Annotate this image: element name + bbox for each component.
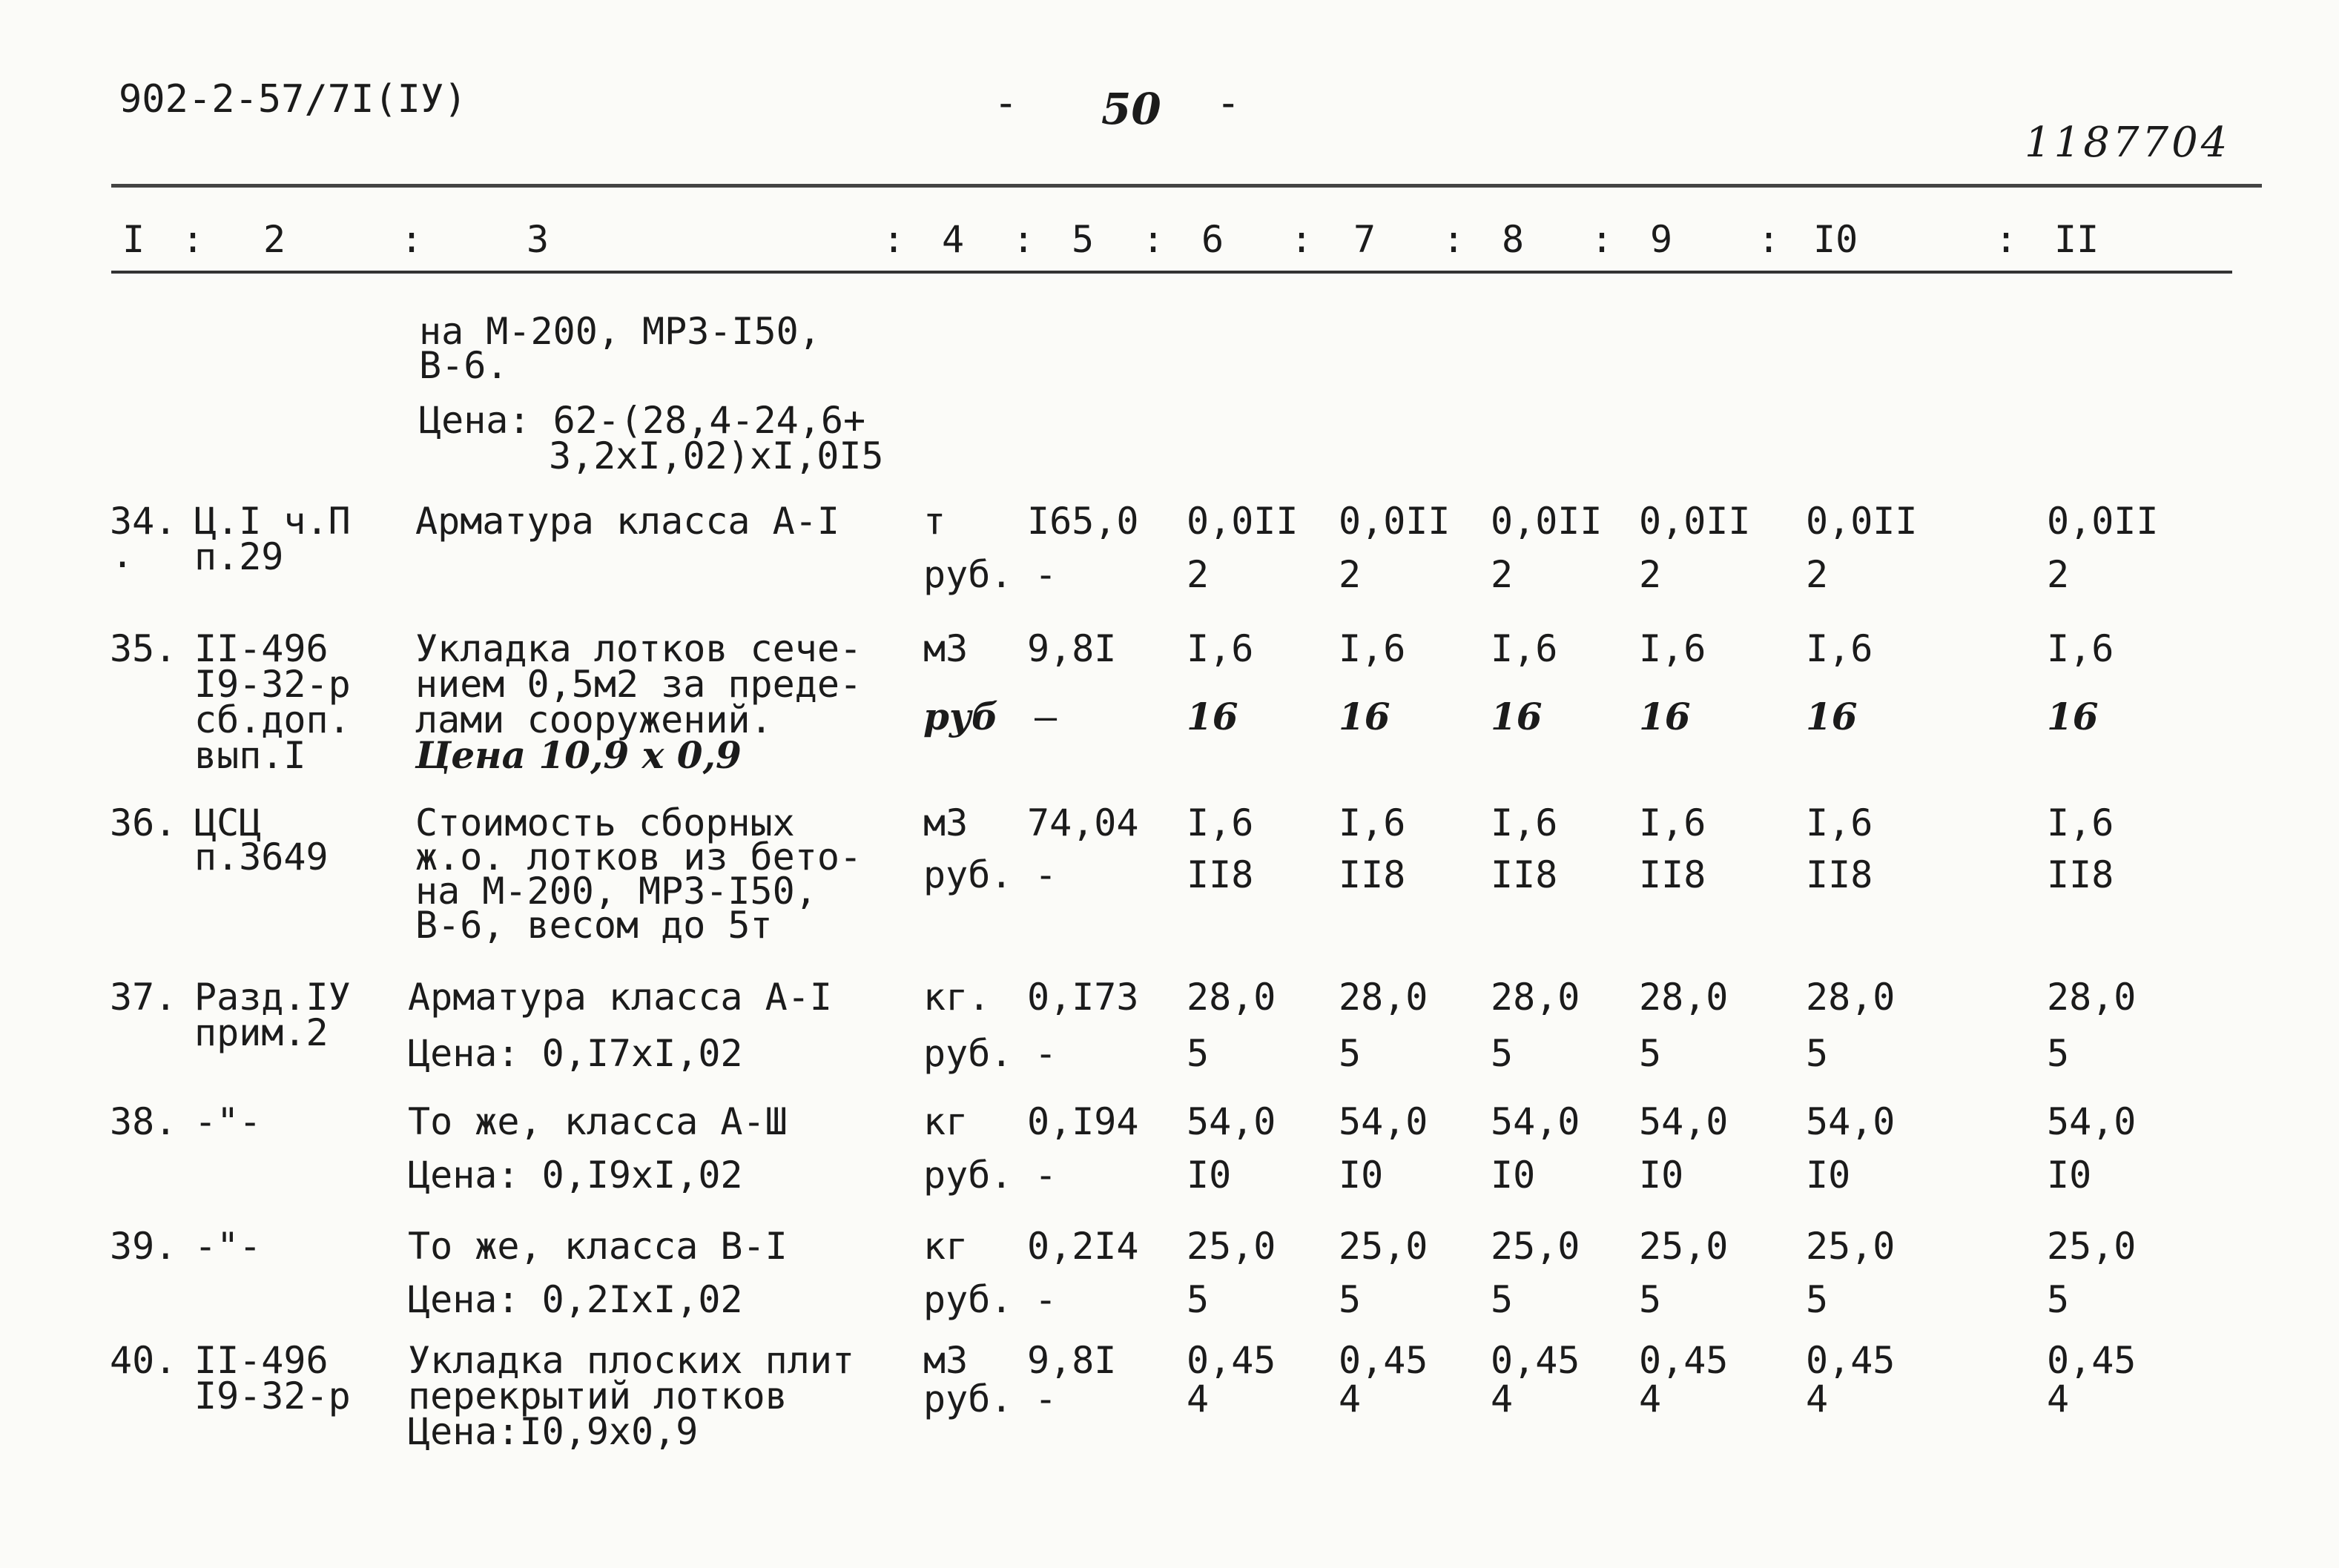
row-cost: 4 [1491, 1377, 1514, 1420]
row-description: То же, класса А-Ш [408, 1100, 788, 1143]
row-reference: п.29 [194, 535, 284, 578]
row-unit-price: 74,04 [1027, 801, 1139, 844]
row-cost: I0 [1806, 1154, 1851, 1197]
row-cost: 2 [2047, 553, 2070, 596]
row-cost: 5 [1639, 1278, 1662, 1321]
row-reference: прим.2 [194, 1011, 329, 1054]
row-quantity: 0,45 [1339, 1339, 1428, 1382]
row-cost: 16 [1806, 695, 1858, 738]
row-cost: II8 [2047, 853, 2114, 896]
row-description: перекрытий лотков [408, 1375, 788, 1418]
row-quantity: 54,0 [1806, 1100, 1896, 1143]
row-description: лами сооружений. [415, 698, 773, 741]
continuation-line: В-6. [419, 344, 509, 387]
col-sep: : [1442, 218, 1465, 261]
row-description: Укладка лотков сече- [415, 627, 862, 670]
col-sep: : [883, 218, 905, 261]
row-unit-price: 0,2I4 [1027, 1225, 1139, 1268]
row-cost: 5 [2047, 1278, 2070, 1321]
row-quantity: I,6 [1639, 801, 1706, 844]
col-sep: : [1290, 218, 1313, 261]
row-quantity: I,6 [2047, 627, 2114, 670]
row-price-formula: Цена: 0,I9хI,02 [408, 1154, 743, 1197]
row-description: ж.о. лотков из бето- [415, 836, 862, 879]
row-quantity: I,6 [1806, 801, 1873, 844]
row-quantity: I,6 [1339, 801, 1406, 844]
row-cost: I0 [1491, 1154, 1536, 1197]
row-cost: 2 [1806, 553, 1829, 596]
row-description: Цена:I0,9х0,9 [408, 1410, 699, 1453]
row-number: 37. [110, 976, 177, 1019]
col-header-5: 5 [1072, 218, 1095, 261]
row-quantity: 28,0 [2047, 976, 2137, 1019]
row-unit: кг. [923, 976, 991, 1019]
row-reference: II-496 [194, 627, 329, 670]
row-unit: м3 [923, 1339, 969, 1382]
row-cost: II8 [1187, 853, 1254, 896]
row-reference: -"- [194, 1225, 262, 1268]
row-number-dot: . [111, 533, 134, 576]
row-quantity: 0,45 [1806, 1339, 1896, 1382]
col-sep: : [1142, 218, 1165, 261]
continuation-price: 3,2хI,02)хI,0I5 [549, 434, 884, 477]
row-number: 36. [110, 801, 177, 844]
col-sep: : [1995, 218, 2018, 261]
row-unit-price-currency: — [1035, 695, 1058, 738]
row-cost: II8 [1806, 853, 1873, 896]
row-reference: Ц.I ч.П [194, 500, 351, 543]
row-reference: I9-32-р [194, 663, 351, 706]
row-reference: вып.I [194, 734, 306, 777]
row-price-formula: Цена: 0,I7хI,02 [408, 1032, 743, 1075]
top-rule [111, 184, 2262, 188]
col-header-10: I0 [1813, 218, 1858, 261]
row-price-formula: Цена: 0,2IхI,02 [408, 1278, 743, 1321]
row-quantity: 0,45 [2047, 1339, 2137, 1382]
col-header-1: I [122, 218, 145, 261]
row-unit: кг [923, 1225, 969, 1268]
row-unit-price-currency: - [1035, 553, 1058, 596]
row-unit-currency: руб. [923, 1154, 1013, 1197]
row-reference: I9-32-р [194, 1375, 351, 1418]
row-unit: м3 [923, 627, 969, 670]
row-cost: I0 [1639, 1154, 1684, 1197]
continuation-line: на М-200, МРЗ-I50, [419, 310, 821, 353]
row-quantity: 54,0 [1491, 1100, 1580, 1143]
row-description: Укладка плоских плит [408, 1339, 855, 1382]
archive-number: 1187704 [2025, 119, 2231, 167]
row-unit-currency: руб. [923, 1377, 1013, 1420]
row-quantity: 25,0 [1806, 1225, 1896, 1268]
document-code: 902-2-57/7I(IУ) [119, 77, 467, 122]
row-cost: 5 [1806, 1278, 1829, 1321]
row-number: 34. [110, 500, 177, 543]
row-description: Арматура класса А-I [408, 976, 832, 1019]
row-quantity: 28,0 [1491, 976, 1580, 1019]
row-description: на М-200, МРЗ-I50, [415, 870, 817, 913]
row-quantity: 54,0 [1339, 1100, 1428, 1143]
row-unit-currency: руб. [923, 853, 1013, 896]
row-quantity: I,6 [1187, 801, 1254, 844]
page-dash-right: - [1216, 79, 1241, 126]
row-unit-price-currency: - [1035, 1032, 1058, 1075]
row-unit: т [923, 500, 946, 543]
continuation-price: Цена: 62-(28,4-24,6+ [419, 399, 866, 442]
row-number: 40. [110, 1339, 177, 1382]
col-header-7: 7 [1353, 218, 1376, 261]
row-quantity: 0,0II [1187, 500, 1299, 543]
row-cost: 4 [1639, 1377, 1662, 1420]
row-unit: м3 [923, 801, 969, 844]
row-quantity: 0,0II [1339, 500, 1451, 543]
col-sep: : [1591, 218, 1614, 261]
row-unit-price-currency: - [1035, 1154, 1058, 1197]
row-cost: 5 [2047, 1032, 2070, 1075]
row-quantity: 0,0II [1491, 500, 1603, 543]
row-unit-price: 9,8I [1027, 1339, 1117, 1382]
row-cost: 2 [1639, 553, 1662, 596]
row-unit-currency: руб. [923, 553, 1013, 596]
row-reference: Разд.IУ [194, 976, 351, 1019]
row-cost: 4 [1806, 1377, 1829, 1420]
row-cost: 16 [2047, 695, 2099, 738]
row-quantity: 25,0 [1339, 1225, 1428, 1268]
row-cost: 4 [1187, 1377, 1210, 1420]
row-cost: I0 [1339, 1154, 1384, 1197]
col-sep: : [182, 218, 205, 261]
col-sep: : [1012, 218, 1035, 261]
row-unit-price-currency: - [1035, 853, 1058, 896]
col-header-2: 2 [263, 218, 286, 261]
row-quantity: 28,0 [1187, 976, 1276, 1019]
row-cost: 5 [1187, 1032, 1210, 1075]
row-description: Арматура класса А-I [415, 500, 839, 543]
col-header-4: 4 [942, 218, 965, 261]
row-quantity: 0,0II [2047, 500, 2159, 543]
row-unit-currency: руб. [923, 1032, 1013, 1075]
col-header-8: 8 [1502, 218, 1525, 261]
row-unit-price: 0,I73 [1027, 976, 1139, 1019]
row-quantity: 25,0 [1639, 1225, 1729, 1268]
row-cost: 2 [1339, 553, 1362, 596]
row-quantity: 25,0 [2047, 1225, 2137, 1268]
row-cost: II8 [1639, 853, 1706, 896]
row-cost: 5 [1491, 1032, 1514, 1075]
row-unit-currency: руб [923, 695, 998, 738]
row-quantity: I,6 [1187, 627, 1254, 670]
row-cost: I0 [2047, 1154, 2092, 1197]
row-quantity: 0,45 [1187, 1339, 1276, 1382]
row-cost: 4 [1339, 1377, 1362, 1420]
row-reference: п.3649 [194, 836, 329, 879]
row-reference: ЦСЦ [194, 801, 262, 844]
row-unit-price-currency: - [1035, 1377, 1058, 1420]
row-quantity: 54,0 [1639, 1100, 1729, 1143]
col-sep: : [1758, 218, 1781, 261]
col-sep: : [400, 218, 423, 261]
row-cost: 5 [1339, 1278, 1362, 1321]
row-cost: 16 [1187, 695, 1238, 738]
col-header-6: 6 [1201, 218, 1224, 261]
row-description: нием 0,5м2 за преде- [415, 663, 862, 706]
row-price-formula: Цена 10,9 х 0,9 [415, 733, 742, 777]
page-number: 50 [1101, 84, 1161, 134]
row-quantity: I,6 [1491, 627, 1558, 670]
col-header-11: II [2054, 218, 2099, 261]
row-cost: 5 [1491, 1278, 1514, 1321]
row-cost: 2 [1491, 553, 1514, 596]
row-reference: II-496 [194, 1339, 329, 1382]
row-description: Стоимость сборных [415, 801, 795, 844]
row-quantity: 54,0 [1187, 1100, 1276, 1143]
row-unit-price: 9,8I [1027, 627, 1117, 670]
row-quantity: 25,0 [1187, 1225, 1276, 1268]
row-quantity: 28,0 [1339, 976, 1428, 1019]
col-header-9: 9 [1650, 218, 1673, 261]
row-quantity: I,6 [2047, 801, 2114, 844]
row-cost: 5 [1639, 1032, 1662, 1075]
row-cost: 16 [1339, 695, 1390, 738]
row-unit: кг [923, 1100, 969, 1143]
row-cost: 2 [1187, 553, 1210, 596]
row-quantity: 0,45 [1491, 1339, 1580, 1382]
row-reference: сб.доп. [194, 698, 351, 741]
col-header-3: 3 [527, 218, 550, 261]
row-cost: 5 [1187, 1278, 1210, 1321]
row-quantity: 0,0II [1806, 500, 1918, 543]
row-cost: 16 [1491, 695, 1543, 738]
row-quantity: I,6 [1806, 627, 1873, 670]
row-quantity: I,6 [1491, 801, 1558, 844]
row-description: То же, класса В-I [408, 1225, 788, 1268]
row-reference: -"- [194, 1100, 262, 1143]
row-number: 35. [110, 627, 177, 670]
row-unit-currency: руб. [923, 1278, 1013, 1321]
row-cost: 4 [2047, 1377, 2070, 1420]
row-unit-price-currency: - [1035, 1278, 1058, 1321]
header-rule [111, 271, 2232, 274]
row-cost: 16 [1639, 695, 1691, 738]
row-quantity: 54,0 [2047, 1100, 2137, 1143]
row-number: 38. [110, 1100, 177, 1143]
row-quantity: 0,0II [1639, 500, 1751, 543]
row-cost: 5 [1806, 1032, 1829, 1075]
row-unit-price: 0,I94 [1027, 1100, 1139, 1143]
row-cost: II8 [1491, 853, 1558, 896]
row-quantity: 0,45 [1639, 1339, 1729, 1382]
row-quantity: 25,0 [1491, 1225, 1580, 1268]
row-unit-price: I65,0 [1027, 500, 1139, 543]
page-dash-left: - [994, 79, 1018, 126]
row-cost: II8 [1339, 853, 1406, 896]
row-cost: 5 [1339, 1032, 1362, 1075]
row-description: В-6, весом до 5т [415, 904, 773, 947]
row-number: 39. [110, 1225, 177, 1268]
row-quantity: I,6 [1339, 627, 1406, 670]
row-quantity: 28,0 [1639, 976, 1729, 1019]
row-cost: I0 [1187, 1154, 1232, 1197]
row-quantity: 28,0 [1806, 976, 1896, 1019]
row-quantity: I,6 [1639, 627, 1706, 670]
